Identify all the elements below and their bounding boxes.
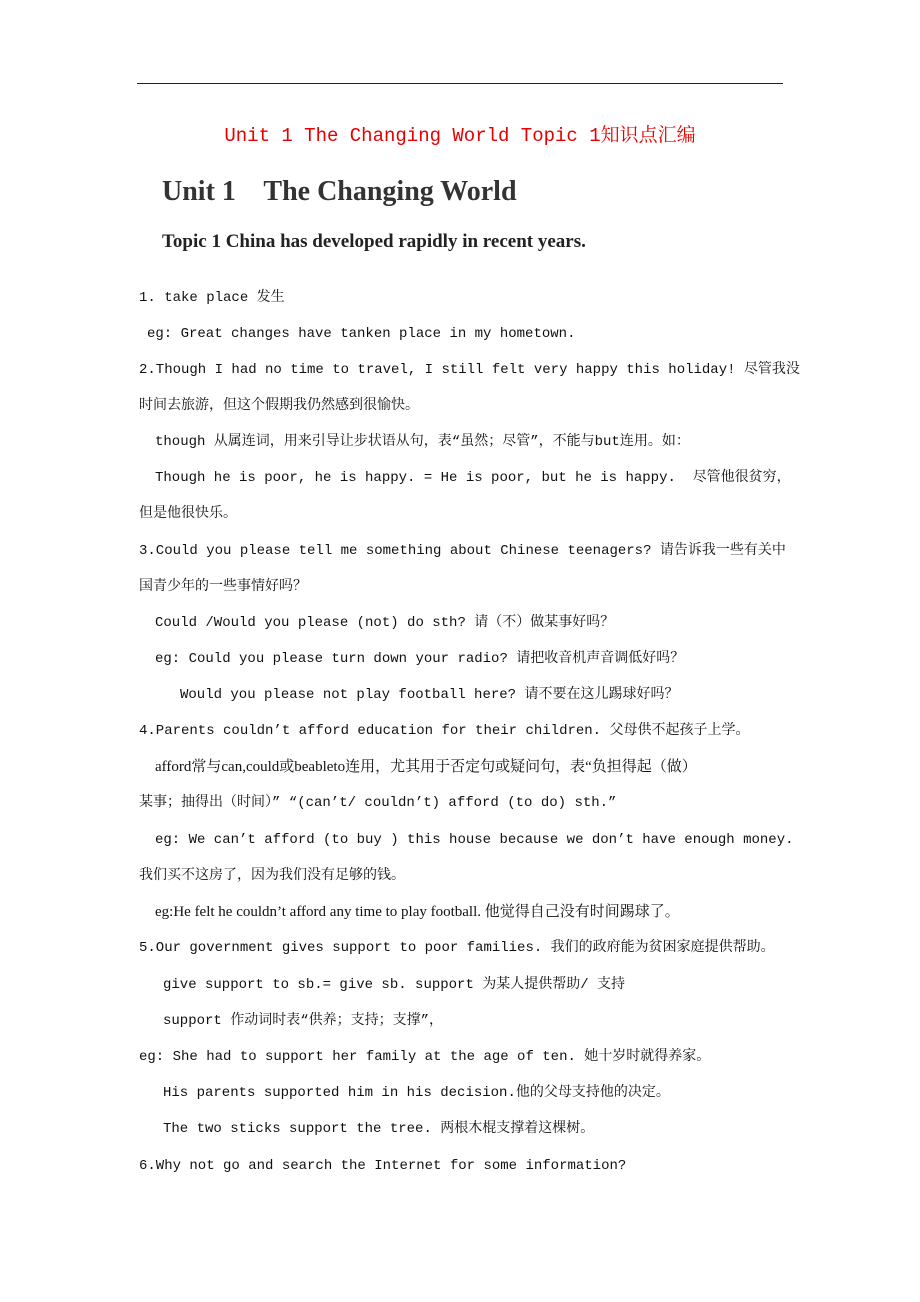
- document-title: Unit 1 The Changing World Topic 1知识点汇编: [224, 125, 696, 147]
- example-line: eg: She had to support her family at the age of ten. 她十岁时就得养家。: [139, 1049, 711, 1065]
- example-line: eg: Great changes have tanken place in my hometown.: [147, 326, 576, 342]
- translation-line: 我们买不这房了，因为我们没有足够的钱。: [139, 868, 405, 884]
- example-line: eg: Could you please turn down your radio? 请把收音机声音调低好吗？: [155, 651, 685, 667]
- note-line: afford常与can,could或beableto连用，尤其用于否定句或疑问句，表“负担得起（做）: [155, 759, 697, 775]
- example-line: The two sticks support the tree. 两根木棍支撑着这棵树。: [163, 1121, 595, 1137]
- example-line: His parents supported him in his decision.他的父母支持他的决定。: [163, 1085, 670, 1101]
- point-3: 3.Could you please tell me something about Chinese teenagers? 请告诉我一些有关中: [139, 543, 786, 559]
- example-line: eg: We can’t afford (to buy ) this house because we don’t have enough money.: [155, 832, 794, 848]
- topic-heading: Topic 1 China has developed rapidly in recent years.: [162, 231, 586, 252]
- example-line: Though he is poor, he is happy. = He is poor, but he is happy. 尽管他很贫穷，: [155, 470, 791, 486]
- note-line: give support to sb.= give sb. support 为某人提供帮助/ 支持: [163, 977, 626, 993]
- unit-heading: Unit 1 The Changing World: [162, 176, 517, 207]
- point-4: 4.Parents couldn’t afford education for their children. 父母供不起孩子上学。: [139, 723, 750, 739]
- point-6: 6.Why not go and search the Internet for some information?: [139, 1158, 627, 1174]
- point-1: 1. take place 发生: [139, 290, 285, 306]
- header-rule: [137, 83, 783, 84]
- example-line: Would you please not play football here? 请不要在这儿踢球好吗？: [180, 687, 679, 703]
- note-line: support 作动词时表“供养；支持；支撑”，: [163, 1013, 444, 1029]
- point-5: 5.Our government gives support to poor families. 我们的政府能为贫困家庭提供帮助。: [139, 940, 775, 956]
- note-line: 某事；抽得出（时间）” “(can’t/ couldn’t) afford (to do) sth.”: [139, 795, 617, 811]
- note-line: though 从属连词，用来引导让步状语从句，表“虽然；尽管”，不能与but连用。如：: [155, 434, 690, 450]
- translation-line: 国青少年的一些事情好吗？: [139, 579, 307, 595]
- point-2: 2.Though I had no time to travel, I still felt very happy this holiday! 尽管我没: [139, 362, 800, 378]
- example-line: eg:He felt he couldn’t afford any time to play football. 他觉得自己没有时间踢球了。: [155, 904, 680, 920]
- note-line: Could /Would you please (not) do sth? 请（不）做某事好吗？: [155, 615, 615, 631]
- translation-line: 时间去旅游，但这个假期我仍然感到很愉快。: [139, 398, 419, 414]
- translation-line: 但是他很快乐。: [139, 506, 237, 522]
